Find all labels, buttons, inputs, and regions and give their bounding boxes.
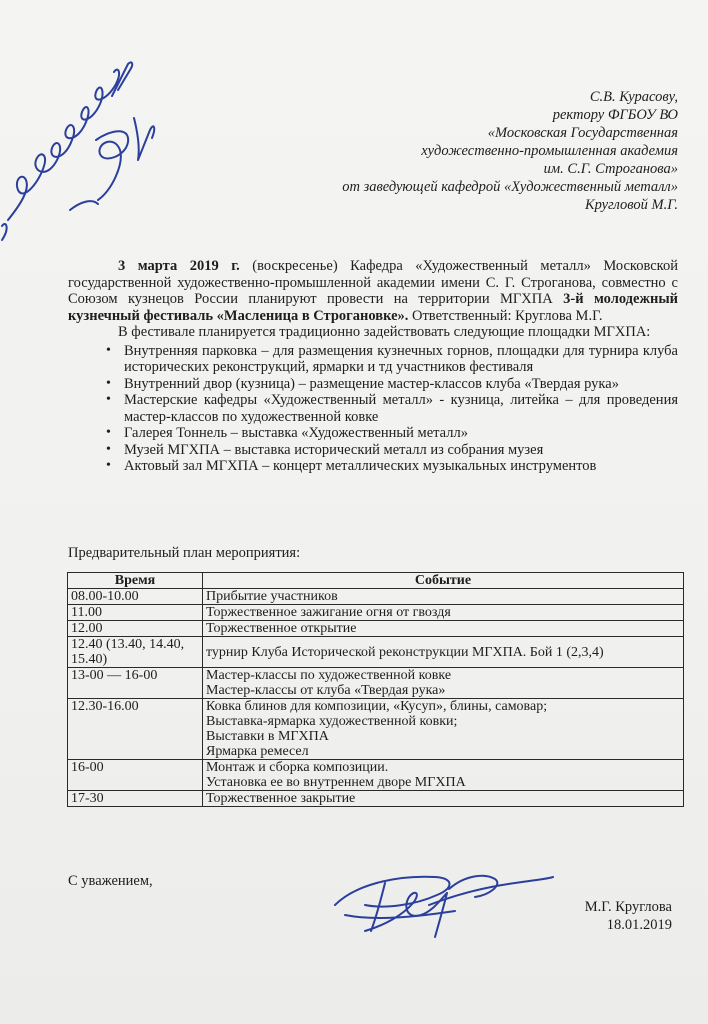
event-cell [203, 637, 684, 668]
time-cell: 12.00 [68, 621, 203, 637]
time-cell: 12.40 (13.40, 14.40, 15.40) [68, 637, 203, 668]
venues-list [68, 343, 678, 475]
responsible-person: Ответственный: Круглова М.Г. [408, 307, 603, 324]
addressee-line: художественно-промышленная академия [421, 143, 678, 159]
table-header-row [68, 573, 684, 589]
event-line: турнир Клуба Исторической реконструкции МГХПА. Бой 1 (2,3,4) [206, 644, 604, 660]
time-cell: 17-30 [68, 791, 203, 807]
event-date: 3 марта 2019 г. [118, 258, 240, 274]
venue-item: • Внутренний двор (кузница) – размещение мастер-классов клуба «Твердая рука» [124, 376, 678, 393]
signature-date: 18.01.2019 [606, 917, 672, 933]
schedule-table [67, 572, 684, 807]
time-cell: 12.30-16.00 [68, 699, 203, 760]
event-line: Мастер-классы от клуба «Твердая рука» [206, 683, 446, 698]
time-cell: 11.00 [68, 605, 203, 621]
table-row [68, 621, 684, 637]
venue-item: • Музей МГХПА – выставка исторический металл из собрания музея [124, 442, 678, 459]
event-cell [203, 668, 684, 699]
addressee-line: ректору ФГБОУ ВО [552, 107, 678, 123]
letter-body [68, 258, 678, 475]
table-row [68, 760, 684, 791]
table-row [68, 699, 684, 760]
handwritten-signature [325, 865, 555, 940]
event-line: Выставки в МГХПА [206, 729, 329, 744]
event-cell [203, 589, 684, 605]
addressee-line: «Московская Государственная [487, 125, 678, 141]
event-cell [203, 621, 684, 637]
table-row [68, 605, 684, 621]
time-cell: 16-00 [68, 760, 203, 791]
venue-item: • Внутренняя парковка – для размещения кузнечных горнов, площадки для турнира клуба исторических реконструкций, ярмарки и тд участников фестиваля [124, 343, 678, 376]
signatory-block [585, 898, 672, 934]
time-cell: 13-00 — 16-00 [68, 668, 203, 699]
event-line: Мастер-классы по художественной ковке [206, 668, 452, 683]
event-line: Монтаж и сборка композиции. [206, 760, 389, 775]
event-line: Выставка-ярмарка художественной ковки; [206, 714, 458, 729]
event-line: Ковка блинов для композиции, «Кусуп», блины, самовар; [206, 699, 548, 714]
event-cell [203, 791, 684, 807]
event-line: Торжественное зажигание огня от гвоздя [206, 605, 451, 620]
time-cell: 08.00-10.00 [68, 589, 203, 605]
column-header-time: Время [68, 573, 203, 589]
event-line: Установка ее во внутреннем дворе МГХПА [206, 775, 466, 790]
addressee-block [258, 88, 678, 214]
event-line: Торжественное открытие [206, 621, 357, 636]
venues-intro: В фестивале планируется традиционно задействовать следующие площадки МГХПА: [118, 324, 651, 340]
table-row [68, 589, 684, 605]
table-row [68, 637, 684, 668]
venue-item: • Актовый зал МГХПА – концерт металлических музыкальных инструментов [124, 458, 678, 475]
event-line: Ярмарка ремесел [206, 744, 309, 759]
event-line: Прибытие участников [206, 589, 338, 604]
closing-phrase: С уважением, [68, 873, 153, 889]
table-row [68, 668, 684, 699]
addressee-line: Кругловой М.Г. [584, 197, 678, 213]
venue-item: • Галерея Тоннель – выставка «Художественный металл» [124, 425, 678, 442]
event-cell [203, 605, 684, 621]
addressee-line: им. С.Г. Строганова» [543, 161, 678, 177]
intro-paragraph [68, 258, 678, 324]
addressee-line: от заведующей кафедрой «Художественный металл» [342, 179, 678, 195]
intro-text: (воскресенье) Кафедра «Художественный металл» Московской государственной художественно-промышленной академии имени С. Г. Строганова, совместно с Союзом кузнецов России планируют провести на территории МГХПА [68, 258, 678, 307]
column-header-event: Событие [203, 573, 684, 589]
festival-name: 3-й молодежный кузнечный фестиваль «Масленица в Строгановке». [68, 291, 678, 324]
event-cell [203, 760, 684, 791]
table-row [68, 791, 684, 807]
addressee-line: С.В. Курасову, [589, 89, 678, 105]
plan-title: Предварительный план мероприятия: [68, 545, 301, 561]
event-cell [203, 699, 684, 760]
handwritten-resolution [0, 30, 170, 260]
venue-item: • Мастерские кафедры «Художественный металл» - кузница, литейка – для проведения мастер-классов по художественной ковке [124, 392, 678, 425]
event-line: Торжественное закрытие [206, 791, 356, 806]
signatory-name: М.Г. Круглова [584, 899, 672, 915]
